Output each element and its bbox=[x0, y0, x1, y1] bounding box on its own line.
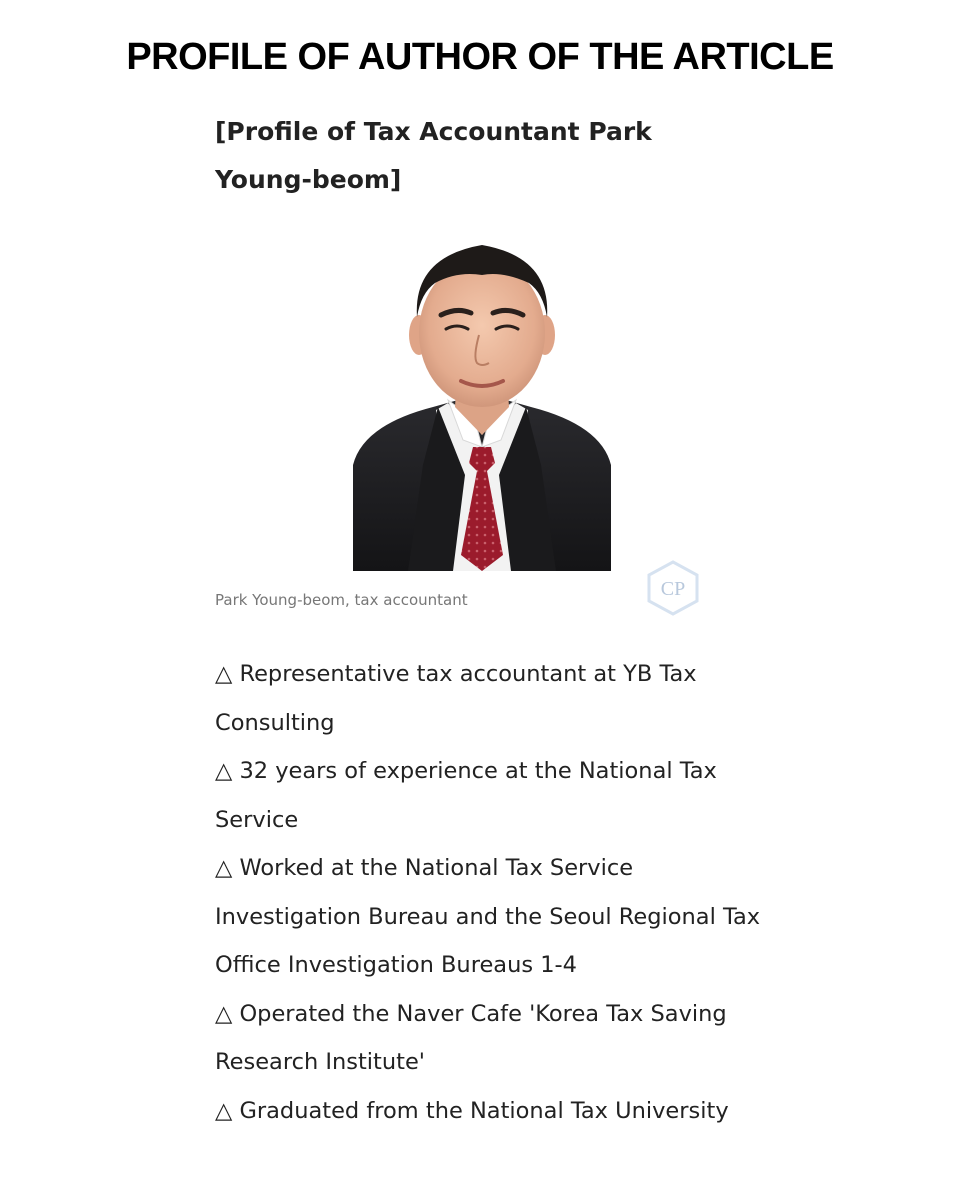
portrait-photo bbox=[353, 235, 611, 571]
cp-logo-watermark-icon bbox=[645, 560, 701, 616]
photo-caption: Park Young-beom, tax accountant bbox=[215, 591, 468, 609]
bio-item: △ Operated the Naver Cafe 'Korea Tax Saving Research Institute' bbox=[215, 1000, 727, 1075]
bio-list bbox=[215, 650, 775, 1135]
profile-title: [Profile of Tax Accountant Park Young-beom] bbox=[215, 117, 652, 194]
bio-item: △ Graduated from the National Tax University bbox=[215, 1097, 729, 1124]
watermark-text: CP bbox=[660, 578, 686, 600]
bio-item: △ Worked at the National Tax Service Investigation Bureau and the Seoul Regional Tax Office Investigation Bureaus 1-4 bbox=[215, 855, 761, 978]
bio-item: △ 32 years of experience at the National Tax Service bbox=[215, 758, 717, 833]
portrait-illustration bbox=[353, 235, 611, 571]
bio-item: △ Representative tax accountant at YB Tax Consulting bbox=[215, 661, 697, 736]
page-heading: PROFILE OF AUTHOR OF THE ARTICLE bbox=[126, 36, 834, 78]
